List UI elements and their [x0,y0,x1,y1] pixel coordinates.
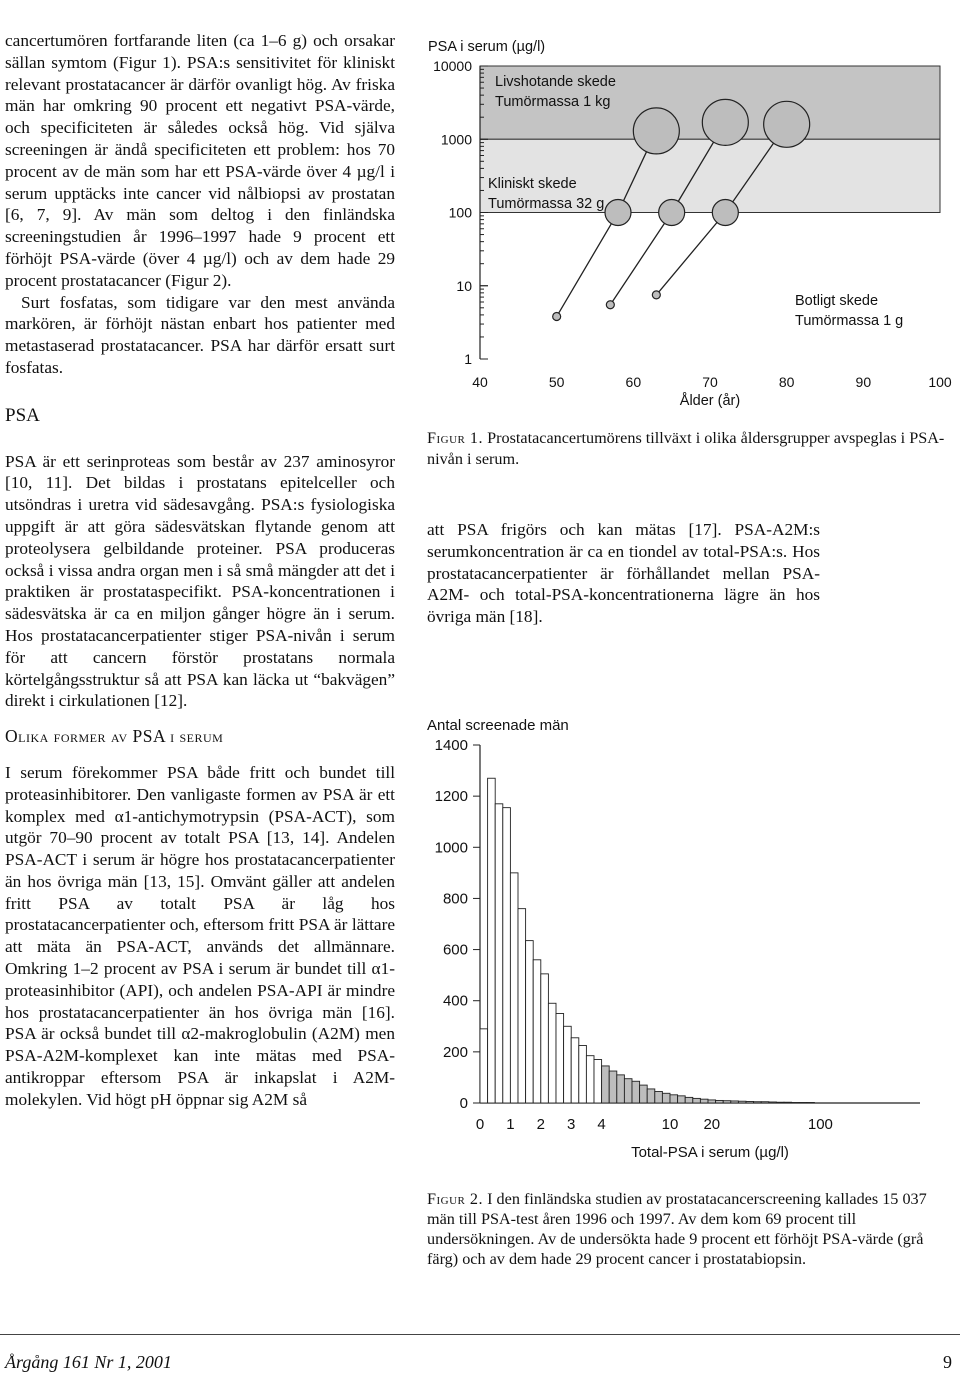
footer-rule [0,1334,960,1335]
x-axis-label: Total-PSA i serum (µg/l) [631,1144,789,1161]
y-tick-label: 800 [442,890,468,908]
histogram-bar [495,804,503,1103]
stage-label: Tumörmassa 32 g [488,196,605,212]
histogram-bar [632,1081,640,1103]
histogram-bar [731,1101,739,1103]
histogram-bar [716,1100,724,1103]
x-tick-label: 0 [475,1116,485,1133]
histogram-bar [480,1029,488,1103]
x-tick-label: 10 [661,1116,679,1133]
y-tick-label: 1200 [434,788,468,806]
histogram-bar [776,1102,784,1103]
histogram-bar [571,1038,579,1103]
stage-label: Livshotande skede [495,74,616,90]
y-axis-label: PSA i serum (µg/l) [428,39,546,55]
x-tick-label: 1 [506,1116,515,1133]
histogram-bar [503,808,511,1103]
histogram-bar [579,1045,587,1103]
x-tick-label: 50 [548,374,565,390]
y-axis-label: Antal screenade män [427,717,569,734]
stage-label: Tumörmassa 1 g [795,313,904,329]
histogram-bar [723,1101,731,1103]
histogram-bar [617,1075,625,1103]
x-tick-label: 20 [703,1116,721,1133]
figure-2-chart [420,710,960,1170]
figure-1-chart [425,30,955,420]
paragraph: Surt fosfatas, som tidigare var den mest använda markören, är förhöjt nästan enbart hos patienter med metastaserad prostatacancer. PSA har därför ersatt surt fosfatas. [5,292,395,377]
histogram-bar [784,1102,792,1103]
histogram-bar [662,1093,670,1103]
histogram-bar [564,1026,572,1103]
histogram-bar [488,778,496,1103]
x-tick-label: 2 [536,1116,545,1133]
caption-text: I den finländska studien av prostatacancerscreening kallades 15 037 män till PSA-test åren 1996 och 1997. Av dem kom 69 procent till undersökningen. Av de undersökta hade 9 procent ett förhöjt PSA-värde (grå färg) och av dem hade 29 procent cancer i prostatabiopsin. [427,1190,927,1268]
figure-2-caption [427,1189,952,1269]
y-tick-label: 0 [459,1095,468,1112]
x-tick-label: 3 [567,1116,576,1133]
x-tick-label: 4 [597,1116,606,1133]
histogram-bar [624,1079,632,1103]
histogram-bar [708,1100,716,1103]
histogram-bar [510,873,518,1103]
y-tick-label: 600 [442,941,468,959]
page-number: 9 [943,1352,952,1372]
histogram-bar [670,1095,678,1103]
y-tick-label: 1000 [440,131,472,148]
histogram-bar [693,1098,701,1103]
paragraph: cancertumören fortfarande liten (ca 1–6 g) och orsakar sällan symtom (Figur 1). PSA:s sensitivitet för kliniskt relevant prostatacancer är därför ovanligt hög. Av friska män har omkring 90 procent ett negativt PSA-värde, och specificiteten är således också hög. Vid själva screeningen är ändå specificiteten ett problem: hos 70 procent av de män som har ett PSA-värde över 4 µg/l i serum upptäcks inte cancer vid nålbiopsi av prostatan [6, 7, 9]. Av män som deltog i den finländska screeningstudien år 1996–1997 hade 9 procent ett förhöjt PSA-värde (över 4 µg/l) och av dem hade 29 procent prostatacancer (Figur 2). [5,31,395,290]
tumor-mass-point [702,99,748,145]
stage-label: Tumörmassa 1 kg [495,94,611,110]
y-tick-label: 10 [456,277,472,294]
caption-text: Prostatacancertumörens tillväxt i olika åldersgrupper avspeglas i PSA-nivån i serum. [427,429,945,468]
histogram-bar [640,1085,648,1103]
y-tick-label: 1400 [434,737,468,754]
histogram-bar [586,1056,594,1103]
x-tick-label: 100 [807,1116,833,1133]
figure-label: Figur 2. [427,1190,484,1208]
histogram-bar [594,1060,602,1103]
x-tick-label: 40 [472,374,488,390]
y-tick-label: 100 [448,204,472,221]
tumor-mass-point [659,200,685,226]
histogram-bar [533,960,541,1103]
y-tick-label: 1000 [434,839,468,857]
paragraph: I serum förekommer PSA både fritt och bundet till proteasinhibitorer. Den vanligaste formen av PSA är ett komplex med α1-antichymotrypsin (PSA-ACT), som utgör 70–90 procent av totalt PSA [13, 14]. Andelen PSA-ACT i serum är högre hos prostatacancerpatienter än hos övriga män [13, 15]. Omvänt gäller att andelen fritt PSA av totalt PSA är låg hos prostatacancerpatienter och, eftersom fritt PSA är lättare att mäta än PSA-ACT, används det allmännare. Omkring 1–2 procent av PSA i serum är bundet till α1-proteasinhibitor (API), och andelen PSA-API är mindre hos prostatacancerpatienter än hos övriga män [16]. PSA är också bundet till α2-makroglobulin (A2M) men PSA-A2M-komplexet kan inte mätas med PSA-antikroppar eftersom PSA är inkapslat i A2M-molekylen. Vid högt pH öppnar sig A2M så [5,762,395,1109]
figure-1-caption [427,428,952,469]
stage-label: Kliniskt skede [488,176,577,192]
x-axis-label: Ålder (år) [679,393,741,409]
histogram-bar [655,1091,663,1103]
y-tick-label: 10000 [433,58,472,74]
histogram-bar [548,1003,556,1103]
right-column-text [427,519,820,628]
tumor-mass-point [605,200,631,226]
histogram-bar [799,1102,807,1103]
histogram-bar [647,1089,655,1103]
histogram-bar [685,1097,693,1103]
histogram-bar [518,909,526,1103]
y-tick-label: 200 [442,1043,468,1061]
tumor-mass-point [633,108,679,154]
x-tick-label: 60 [625,374,642,390]
histogram-bar [738,1101,746,1103]
paragraph: PSA är ett serinproteas som består av 237 aminosyror [10, 11]. Det bildas i prostatans epitelceller och utsöndras i uretra vid sädesavgång. PSA:s fysiologiska uppgift är att göra sädesvätskan flytande genom att proteolysera gelbildande proteiner. PSA produceras också i vissa andra organ men i så små mängder att det i praktiken är prostataspecifikt. PSA-koncentrationen i sädesvätska är ca en miljon gånger högre än i serum. Hos prostatacancerpatienter stiger PSA-nivån i serum för att cancern förstör prostatans normala körtelgångsstruktur så att PSA kan läcka ut “bakvägen” direkt i cirkulationen [12]. [5,451,395,711]
section-heading: PSA [5,404,40,426]
histogram-bar [700,1099,708,1103]
histogram-bar [792,1102,800,1103]
paragraph: att PSA frigörs och kan mätas [17]. PSA-A2M:s serumkoncentration är ca en tiondel av total-PSA:s. Hos prostatacancerpatienter är förhållandet mellan PSA-A2M- och total-PSA-koncentrationerna lägre än hos övriga män [18]. [427,520,820,627]
x-tick-label: 100 [928,374,952,390]
tumor-mass-point [652,291,660,299]
histogram-bar [807,1102,815,1103]
tumor-mass-point [553,313,561,321]
tumor-mass-point [764,101,810,147]
tumor-mass-point [606,301,614,309]
left-column [5,30,395,1111]
histogram-bar [526,941,534,1103]
histogram-bar [556,1014,564,1104]
histogram-bar [541,974,549,1103]
y-tick-label: 400 [442,992,468,1010]
x-tick-label: 70 [702,374,718,390]
histogram-bar [761,1102,769,1103]
stage-label: Botligt skede [795,293,879,309]
tumor-mass-point [712,200,738,226]
figure-label: Figur 1. [427,429,484,447]
histogram-bar [678,1096,686,1103]
x-tick-label: 90 [855,374,872,390]
histogram-bar [769,1102,777,1103]
x-tick-label: 80 [778,374,795,390]
histogram-bar [602,1066,610,1103]
y-tick-label: 1 [464,351,472,367]
footer-issue: Årgång 161 Nr 1, 2001 [5,1352,172,1372]
histogram-bar [754,1102,762,1103]
histogram-bar [746,1101,754,1103]
section-heading: Olika former av PSA i serum [5,726,224,747]
histogram-bar [609,1071,617,1103]
